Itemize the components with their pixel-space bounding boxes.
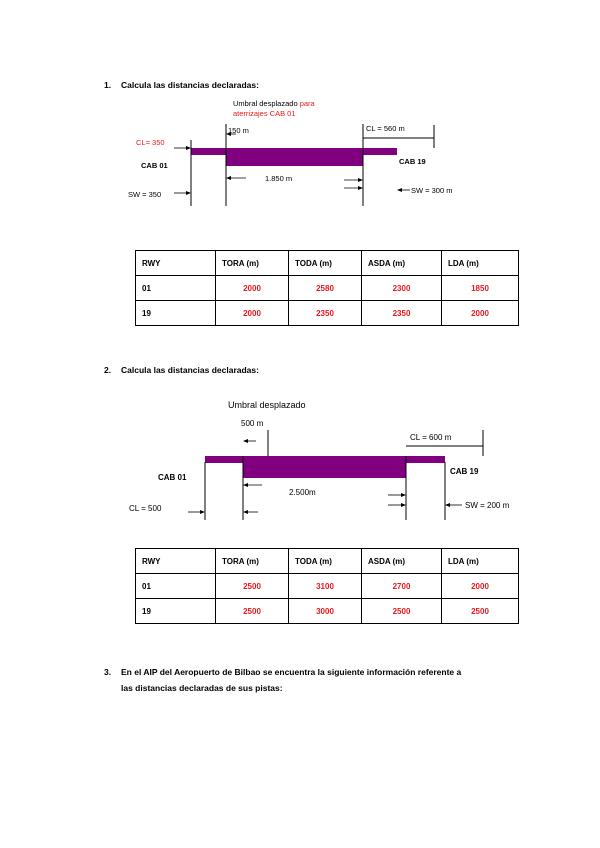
rwy-cell: 01: [136, 276, 216, 301]
toda-value: 3100: [289, 574, 362, 599]
asda-value: 2500: [362, 599, 442, 624]
runway-2-main: [243, 456, 406, 478]
asda-value: 2700: [362, 574, 442, 599]
header-rwy: RWY: [136, 549, 216, 574]
table-row: [136, 599, 519, 624]
runway-2-stopway-right: [406, 456, 445, 463]
question-text: Calcula las distancias declaradas:: [121, 80, 259, 90]
lda-value: 2500: [442, 599, 519, 624]
cl-right-label: CL = 560 m: [366, 124, 405, 133]
tora-value: 2000: [216, 301, 289, 326]
threshold-label-red-2: aterrizajes CAB 01: [233, 109, 296, 118]
threshold-label: Umbral desplazado: [233, 99, 298, 108]
toda-value: 2350: [289, 301, 362, 326]
header-rwy: RWY: [136, 251, 216, 276]
declared-distances-table-2: [135, 548, 519, 624]
cab-19-label: CAB 19: [450, 467, 479, 476]
threshold-label-red: para: [299, 99, 315, 108]
displacement-label: 500 m: [241, 419, 264, 428]
threshold-label: Umbral desplazado: [228, 400, 306, 410]
question-text-line-2: las distancias declaradas de sus pistas:: [121, 683, 283, 693]
asda-value: 2350: [362, 301, 442, 326]
lda-value: 1850: [442, 276, 519, 301]
runway-2-stopway-left: [205, 456, 243, 463]
header-tora: TORA (m): [216, 549, 289, 574]
sw-left-label: SW = 350: [128, 190, 162, 199]
question-number: 2.: [104, 365, 112, 375]
header-toda: TODA (m): [289, 549, 362, 574]
question-number: 1.: [104, 80, 112, 90]
rwy-cell: 01: [136, 574, 216, 599]
header-asda: ASDA (m): [362, 549, 442, 574]
cab-01-label: CAB 01: [141, 161, 168, 170]
header-toda: TODA (m): [289, 251, 362, 276]
asda-value: 2300: [362, 276, 442, 301]
runway-length-label: 2.500m: [289, 488, 316, 497]
table-header-row: [136, 549, 519, 574]
cl-right-label: CL = 600 m: [410, 433, 452, 442]
sw-right-label: SW = 300 m: [411, 186, 453, 195]
header-tora: TORA (m): [216, 251, 289, 276]
question-number: 3.: [104, 667, 112, 677]
header-asda: ASDA (m): [362, 251, 442, 276]
question-text-line-1: En el AIP del Aeropuerto de Bilbao se encuentra la siguiente información referente a: [121, 667, 462, 677]
header-lda: LDA (m): [442, 549, 519, 574]
cl-left-label: CL= 350: [136, 138, 165, 147]
cab-01-label: CAB 01: [158, 473, 187, 482]
runway-length-label: 1.850 m: [265, 174, 293, 183]
rwy-cell: 19: [136, 301, 216, 326]
header-lda: LDA (m): [442, 251, 519, 276]
displacement-label: 150 m: [228, 126, 249, 135]
toda-value: 3000: [289, 599, 362, 624]
toda-value: 2580: [289, 276, 362, 301]
sw-right-label: SW = 200 m: [465, 501, 510, 510]
tora-value: 2500: [216, 599, 289, 624]
lda-value: 2000: [442, 301, 519, 326]
question-text: Calcula las distancias declaradas:: [121, 365, 259, 375]
tora-value: 2500: [216, 574, 289, 599]
cl-left-label: CL = 500: [129, 504, 162, 513]
cab-19-label: CAB 19: [399, 157, 426, 166]
lda-value: 2000: [442, 574, 519, 599]
table-row: [136, 574, 519, 599]
rwy-cell: 19: [136, 599, 216, 624]
tora-value: 2000: [216, 276, 289, 301]
